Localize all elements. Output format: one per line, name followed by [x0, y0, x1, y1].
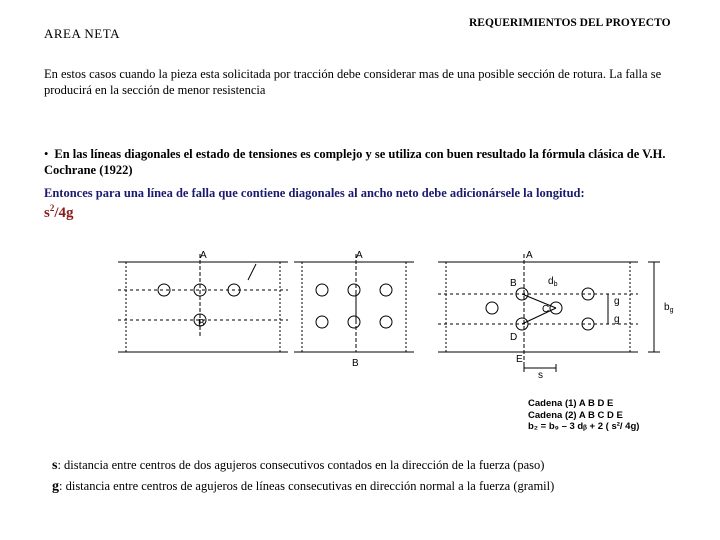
definition-s: [52, 458, 544, 474]
intro-paragraph: En estos casos cuando la pieza esta solicitada por tracción debe considerar mas de una posible sección de rotura. La falla se producirá en la sección de menor resistencia: [44, 67, 662, 97]
formula: [44, 203, 74, 222]
label-a-1: A: [200, 250, 207, 261]
bullet-text: En las líneas diagonales el estado de tensiones es complejo y se utiliza con buen resultado la fórmula clásica de V.H. Cochrane (1922): [44, 147, 666, 177]
bullet-paragraph: [44, 146, 684, 178]
label-a-3: A: [526, 250, 533, 261]
label-e-3: E: [516, 354, 523, 365]
label-a-2: A: [356, 250, 363, 261]
plate-2: [294, 254, 414, 352]
label-s-3: s: [538, 370, 543, 381]
label-g-lower: g: [614, 314, 620, 325]
formula-base: s: [44, 205, 50, 221]
formula-rest: /4g: [54, 205, 74, 221]
definition-s-symbol: s: [52, 458, 58, 473]
plate-1: [118, 254, 288, 352]
formula-exponent: 2: [49, 203, 55, 213]
label-b-1: B: [198, 318, 205, 329]
label-b-3: B: [510, 278, 517, 289]
label-g-upper: g: [614, 296, 620, 307]
legend-line-1: Cadena (1) A B D E: [528, 398, 614, 409]
chain-legend: [528, 398, 639, 433]
bullet-marker: •: [44, 147, 49, 161]
definition-g: [52, 479, 554, 495]
legend-line-2: Cadena (2) A B C D E: [528, 409, 623, 421]
label-d-3: D: [510, 332, 518, 343]
page-title-right: REQUERIMIENTOS DEL PROYECTO: [469, 17, 671, 29]
label-db: $d_b$: [548, 276, 558, 288]
label-bg: $b_g$: [664, 302, 674, 314]
then-paragraph: Entonces para una línea de falla que contiene diagonales al ancho neto debe adicionársele la longitud:: [44, 186, 585, 200]
page-title-left: AREA NETA: [44, 26, 121, 41]
definition-s-text: : distancia entre centros de dos agujeros consecutivos contados en la dirección de la fuerza (paso): [57, 458, 545, 472]
definition-g-text: : distancia entre centros de agujeros de líneas consecutivas en dirección normal a la fuerza (gramil): [59, 479, 555, 493]
label-c-3: C: [542, 304, 550, 315]
bolt-hole-diagram: [118, 246, 688, 396]
definition-g-symbol: g: [52, 479, 59, 494]
label-b-2: B: [352, 358, 359, 369]
legend-line-3: b₂ = b₉ – 3 dᵦ + 2 ( s²/ 4g): [528, 421, 640, 432]
